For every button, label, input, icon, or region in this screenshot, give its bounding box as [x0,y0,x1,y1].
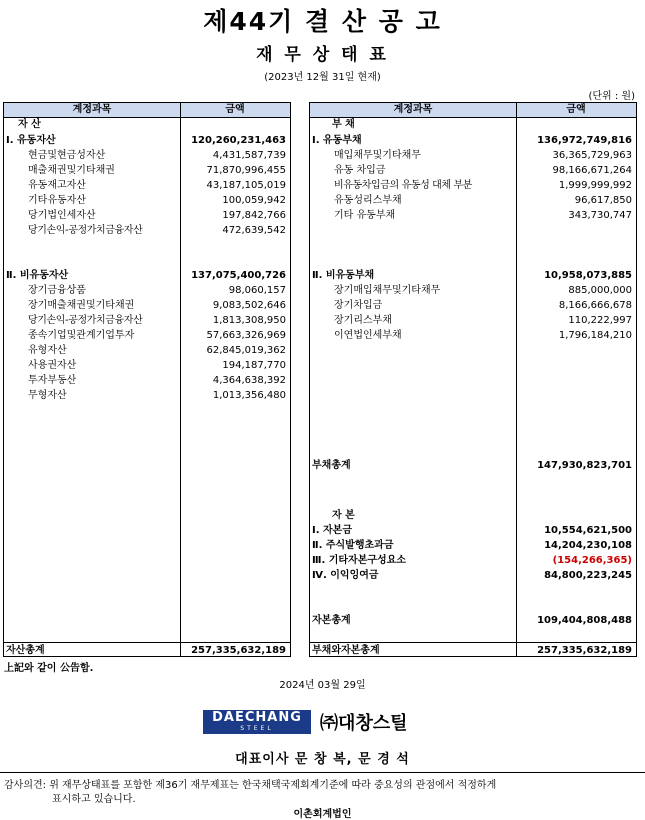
table-row: Ⅲ. 기타자본구성요소 (154,266,365) [312,555,632,566]
auditor-name: 이촌회계법인 [293,809,352,820]
table-row: 장기차입금 8,166,666,678 [334,300,632,311]
audit-opinion-continued: 표시하고 있습니다. [52,794,136,805]
statement-title: 재 무 상 태 표 [256,45,389,65]
table-row: 기타 유동부채 343,730,747 [334,210,632,221]
unit-label: (단위 : 원) [588,91,635,102]
table-row: 유형자산 62,845,019,362 [28,345,286,356]
table-row: 매출채권및기타채권 71,870,996,455 [28,165,286,176]
negative-amount: (154,266,365) [552,555,632,566]
publication-date: 2024년 03월 29일 [279,680,366,691]
table-row: 장기금융상품 98,060,157 [28,285,286,296]
table-row: 비유동차입금의 유동성 대체 부분 1,999,999,992 [334,180,632,191]
total-row: 부채와자본총계 257,335,632,189 [312,645,632,656]
table-row: 기타유동자산 100,059,942 [28,195,286,206]
table-row: Ⅰ. 유동자산 120,260,231,463 [6,135,286,146]
table-row: 유동재고자산 43,187,105,019 [28,180,286,191]
table-row: 장기매출채권및기타채권 9,083,502,646 [28,300,286,311]
table-row: 당기법인세자산 197,842,766 [28,210,286,221]
liabilities-table-header [310,103,636,118]
equity-total-row: 자본총계 109,404,808,488 [312,615,632,626]
table-row: 현금및현금성자산 4,431,587,739 [28,150,286,161]
table-row: 유동성리스부채 96,617,850 [334,195,632,206]
table-row: Ⅰ. 자본금 10,554,621,500 [312,525,632,536]
assets-table-header [4,103,290,118]
table-row: 사용권자산 194,187,770 [28,360,286,371]
company-logo [203,710,311,734]
table-row: 투자부동산 4,364,638,392 [28,375,286,386]
table-row: 당기손익-공정가치금융자산 1,813,308,950 [28,315,286,326]
table-row: 종속기업및관계기업투자 57,663,326,969 [28,330,286,341]
amount-column-header: 금액 [566,104,586,115]
audit-opinion: 감사의견: 위 재무상태표를 포함한 제36기 재무제표는 한국채택국제회계기준에 따라 중요성의 관점에서 적정하게 [4,780,497,791]
table-row: 무형자산 1,013,356,480 [28,390,286,401]
table-row: 매입채무및기타채무 36,365,729,963 [334,150,632,161]
table-row: 당기손익-공정가치금융자산 472,639,542 [28,225,286,236]
ceo-names: 대표이사 문 창 복, 문 경 석 [235,752,410,767]
account-column-header: 계정과목 [72,104,112,115]
page-title: 제44기 결 산 공 고 [203,7,442,36]
liabilities-equity-table [309,102,637,657]
table-row: 장기리스부채 110,222,997 [334,315,632,326]
section-title-equity: 자 본 [332,510,355,521]
table-row: Ⅱ. 주식발행초과금 14,204,230,108 [312,540,632,551]
table-row: 유동 차입금 98,166,671,264 [334,165,632,176]
table-row: 이연법인세부채 1,796,184,210 [334,330,632,341]
statement-date: (2023년 12월 31일 현재) [264,72,381,83]
amount-column-header: 금액 [225,104,245,115]
table-row: Ⅰ. 유동부채 136,972,749,816 [312,135,632,146]
section-title-assets: 자 산 [18,119,41,130]
section-title-liabilities: 부 채 [332,119,355,130]
account-column-header: 계정과목 [393,104,433,115]
table-row: Ⅳ. 이익잉여금 84,800,223,245 [312,570,632,581]
table-row: Ⅱ. 비유동자산 137,075,400,726 [6,270,286,281]
table-row: 장기매입채무및기타채무 885,000,000 [334,285,632,296]
assets-table [3,102,291,657]
table-row: Ⅱ. 비유동부채 10,958,073,885 [312,270,632,281]
announcement-note: 上記와 같이 公告함. [4,663,94,674]
liabilities-total-row: 부채총계 147,930,823,701 [312,460,632,471]
logo-text: DAECHANG [212,710,302,725]
divider [0,772,645,773]
total-row: 자산총계 257,335,632,189 [6,645,286,656]
logo-subtext: STEEL [240,725,274,732]
company-name: ㈜대창스틸 [320,713,408,734]
